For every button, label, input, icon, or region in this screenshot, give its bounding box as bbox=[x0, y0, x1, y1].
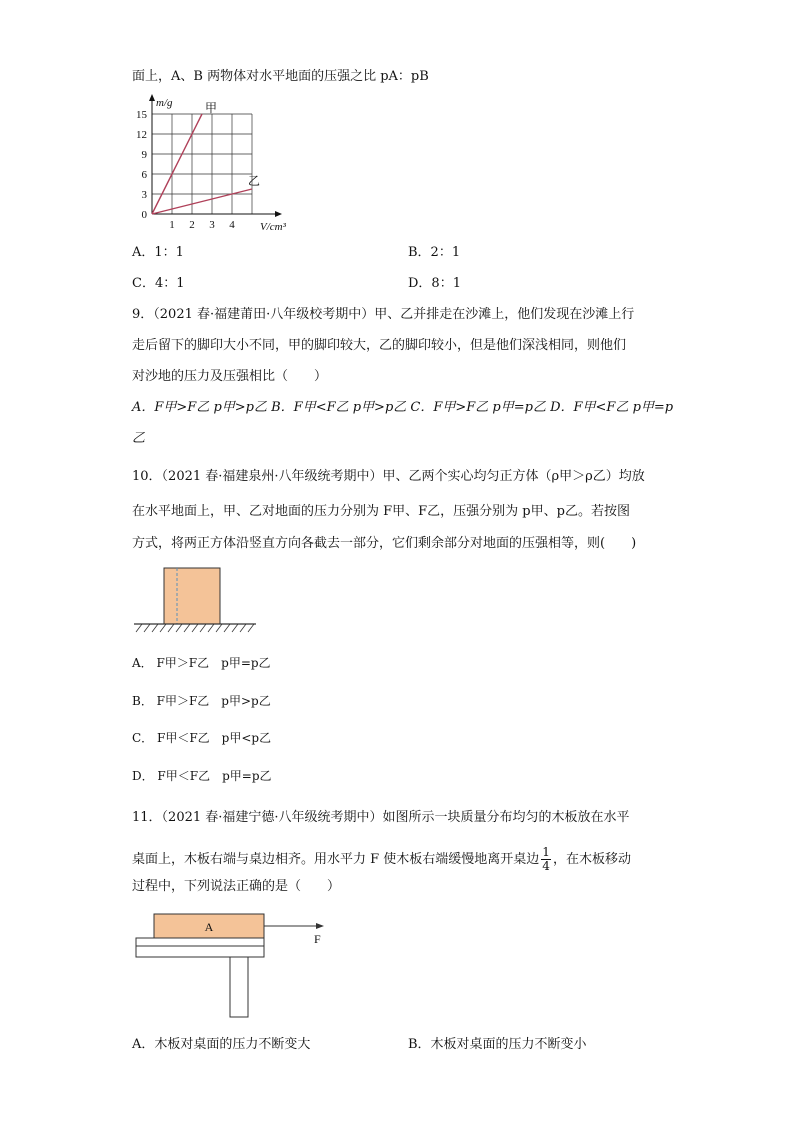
q11-stem-line-1: 11．（2021 春·福建宁德·八年级统考期中）如图所示一块质量分布均匀的木板放在水平 bbox=[132, 810, 630, 825]
q8-option-b[interactable]: B．2：1 bbox=[408, 245, 461, 260]
q10-stem-line-3: 方式，将两正方体沿竖直方向各截去一部分，它们剩余部分对地面的压强相等，则( ) bbox=[132, 536, 637, 551]
q9-options[interactable]: A．F甲>F乙 p甲>p乙 B．F甲<F乙 p甲>p乙 C．F甲>F乙 p甲=p乙 D．F甲<F乙 p甲=p bbox=[132, 400, 674, 415]
series-label-yi: 乙 bbox=[248, 174, 261, 188]
x-tick-label: 3 bbox=[209, 219, 215, 231]
y-tick-label: 6 bbox=[141, 169, 147, 181]
force-label: F bbox=[314, 932, 321, 946]
x-tick-label: 2 bbox=[189, 219, 195, 231]
q11-stem-line-2a: 桌面上，木板右端与桌边相齐。用水平力 F 使木板右端缓慢地离开桌边 bbox=[132, 852, 540, 867]
q8-intro-line: 面上，A、B 两物体对水平地面的压强之比 pA：pB bbox=[132, 69, 429, 84]
q10-option-d[interactable]: D． F甲＜F乙 p甲=p乙 bbox=[132, 769, 272, 783]
table-top-thick bbox=[136, 946, 264, 957]
q11-stem-line-3: 过程中，下列说法正确的是（ ） bbox=[132, 879, 341, 894]
series-line-jia bbox=[152, 114, 202, 214]
force-arrowhead bbox=[316, 923, 324, 929]
board-label: A bbox=[204, 920, 214, 934]
x-tick-label: 4 bbox=[229, 219, 235, 231]
chart-series bbox=[152, 114, 252, 214]
q11-stem-line-2b: ，在木板移动 bbox=[552, 852, 631, 867]
y-tick-label: 12 bbox=[136, 129, 147, 141]
y-axis-arrow bbox=[149, 94, 155, 101]
y-axis-label: m/g bbox=[156, 97, 173, 109]
q9-options-wrap: 乙 bbox=[132, 431, 146, 446]
q11-option-a[interactable]: A．木板对桌面的压力不断变大 bbox=[132, 1037, 311, 1052]
q10-option-c[interactable]: C． F甲＜F乙 p甲<p乙 bbox=[132, 731, 272, 745]
y-tick-label: 9 bbox=[141, 149, 147, 161]
q10-stem-line-2: 在水平地面上，甲、乙对地面的压力分别为 F甲、F乙，压强分别为 p甲、p乙。若按图 bbox=[132, 504, 630, 519]
q9-stem-line-3: 对沙地的压力及压强相比（ ） bbox=[132, 369, 328, 384]
fraction-numerator: 1 bbox=[542, 845, 550, 859]
q10-option-b[interactable]: B． F甲＞F乙 p甲>p乙 bbox=[132, 694, 271, 708]
q9-stem-line-1: 9．（2021 春·福建莆田·八年级校考期中）甲、乙并排走在沙滩上，他们发现在沙滩上行 bbox=[132, 307, 635, 322]
y-tick-label: 15 bbox=[136, 109, 147, 121]
x-axis-label: V/cm³ bbox=[260, 221, 286, 233]
ground-hatch bbox=[136, 624, 254, 632]
x-tick-label: 1 bbox=[169, 219, 175, 231]
series-line-yi bbox=[152, 189, 252, 214]
fraction bbox=[541, 846, 551, 873]
cube-block bbox=[164, 568, 220, 624]
table-leg bbox=[230, 957, 248, 1017]
series-label-jia: 甲 bbox=[205, 101, 218, 115]
mass-volume-chart bbox=[120, 94, 300, 234]
q8-option-d[interactable]: D．8：1 bbox=[408, 276, 461, 291]
y-tick-label: 0 bbox=[141, 209, 147, 221]
table-top bbox=[136, 938, 264, 946]
q10-stem-line-1: 10．（2021 春·福建泉州·八年级统考期中）甲、乙两个实心均匀正方体（ρ甲＞ρ乙）均放 bbox=[132, 469, 645, 484]
q9-stem-line-2: 走后留下的脚印大小不同，甲的脚印较大，乙的脚印较小，但是他们深浅相同，则他们 bbox=[132, 338, 627, 353]
y-tick-label: 3 bbox=[141, 189, 147, 201]
q8-option-c[interactable]: C．4：1 bbox=[132, 276, 185, 291]
chart-grid bbox=[152, 114, 252, 214]
q11-stem-line-2 bbox=[132, 846, 631, 873]
board-table-figure bbox=[132, 906, 342, 1022]
fraction-denominator: 4 bbox=[542, 859, 550, 873]
cube-cut-figure bbox=[132, 566, 262, 636]
x-axis-arrow bbox=[275, 211, 282, 217]
q8-option-a[interactable]: A．1：1 bbox=[132, 245, 184, 260]
q10-option-a[interactable]: A． F甲＞F乙 p甲=p乙 bbox=[132, 656, 271, 670]
q11-option-b[interactable]: B．木板对桌面的压力不断变小 bbox=[408, 1037, 587, 1052]
